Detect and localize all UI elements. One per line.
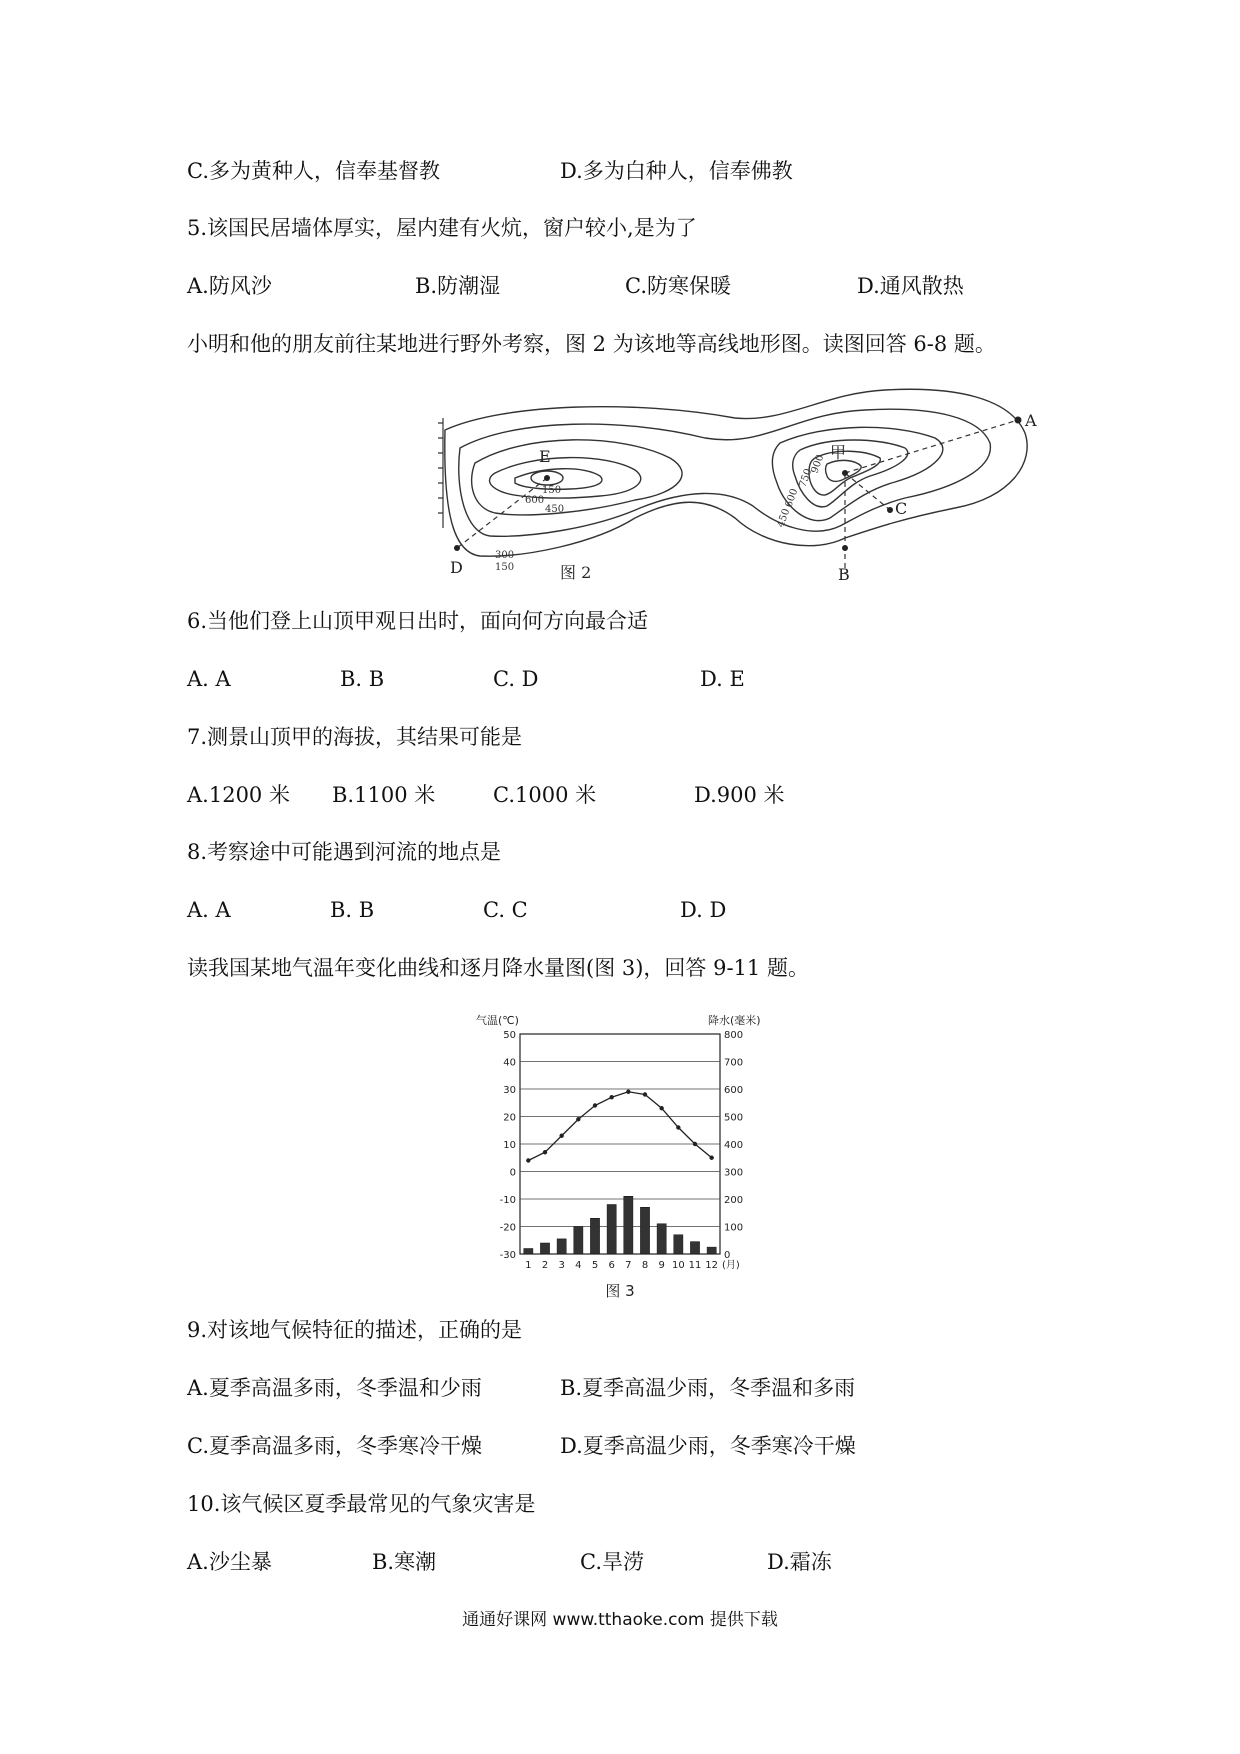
q9-option-d: D.夏季高温少雨，冬季寒冷干燥 [560, 1434, 856, 1458]
q5-option-b: B.防潮湿 [415, 274, 501, 298]
contour-label-r2: 750 [797, 467, 815, 490]
point-jia-label: 甲 [830, 443, 847, 462]
temperature-point [543, 1150, 547, 1154]
precipitation-bar [657, 1224, 666, 1254]
q10-option-c: C.旱涝 [580, 1550, 644, 1574]
right-tick-label: 800 [724, 1030, 744, 1041]
point-e-label: E [539, 447, 551, 466]
contour-label-l5: 150 [495, 562, 515, 573]
month-tick-label: 8 [641, 1260, 649, 1271]
right-tick-label: 0 [724, 1250, 731, 1261]
precipitation-bar [540, 1243, 549, 1254]
month-tick-label: 6 [608, 1260, 615, 1271]
q5-option-d: D.通风散热 [857, 274, 964, 298]
left-tick-label: 10 [503, 1140, 516, 1151]
right-tick-label: 500 [724, 1112, 744, 1124]
precipitation-bar [590, 1218, 599, 1254]
contour-label-l3: 450 [545, 504, 565, 515]
contour-label-r3: 600 [783, 487, 801, 510]
point-a-label: A [1025, 411, 1037, 430]
precipitation-bar [524, 1249, 533, 1255]
right-tick-label: 200 [724, 1195, 744, 1206]
q7-stem: 7.测景山顶甲的海拔，其结果可能是 [187, 725, 523, 749]
precipitation-bar [574, 1227, 583, 1255]
month-tick-label: 11 [688, 1260, 702, 1271]
right-tick-label: 700 [724, 1057, 744, 1069]
contour-label-r1: 900 [809, 453, 827, 476]
q7-option-c: C.1000 米 [493, 783, 597, 807]
month-unit-label: (月) [722, 1260, 740, 1271]
right-tick-label: 400 [724, 1140, 744, 1151]
temperature-point [559, 1134, 563, 1138]
q7-option-d: D.900 米 [694, 783, 785, 807]
q5-option-a: A.防风沙 [187, 274, 272, 298]
q5-stem: 5.该国民居墙体厚实，屋内建有火炕，窗户较小,是为了 [187, 216, 697, 240]
contour-label-l2: 300 [495, 550, 515, 561]
temperature-point [643, 1092, 647, 1096]
q10-stem: 10.该气候区夏季最常见的气象灾害是 [187, 1492, 536, 1516]
point-b-label: B [838, 565, 850, 584]
precipitation-bar [607, 1205, 616, 1255]
contour-label-l1: 150 [542, 485, 562, 496]
temperature-point [693, 1142, 697, 1146]
month-tick-label: 4 [575, 1260, 582, 1271]
left-tick-label: -30 [499, 1250, 516, 1261]
q8-option-a: A. A [187, 898, 231, 922]
q10-option-b: B.寒潮 [372, 1550, 437, 1574]
q9-stem: 9.对该地气候特征的描述，正确的是 [187, 1318, 523, 1342]
page-footer: 通通好课网 www.tthaoke.com 提供下载 [462, 1610, 778, 1630]
temperature-line [528, 1092, 711, 1161]
left-tick-label: 0 [509, 1167, 516, 1179]
q10-option-d: D.霜冻 [767, 1550, 832, 1574]
temperature-point [609, 1095, 613, 1099]
q4-option-c: C.多为黄种人，信奉基督教 [187, 159, 440, 183]
q10-option-a: A.沙尘暴 [187, 1550, 272, 1574]
point-c-label: C [895, 499, 908, 518]
month-tick-label: 10 [671, 1260, 685, 1271]
temperature-point [576, 1117, 580, 1121]
precipitation-bar [557, 1239, 566, 1254]
q9-option-c: C.夏季高温多雨，冬季寒冷干燥 [187, 1434, 482, 1458]
figure-3-climate-chart [470, 1012, 770, 1302]
temperature-point [626, 1090, 630, 1094]
month-tick-label: 3 [558, 1260, 565, 1271]
q8-option-b: B. B [330, 898, 375, 922]
right-tick-label: 100 [724, 1222, 744, 1234]
left-tick-label: 40 [503, 1057, 516, 1069]
q9-option-b: B.夏季高温少雨，冬季温和多雨 [560, 1376, 856, 1400]
right-tick-label: 600 [724, 1085, 744, 1096]
temperature-point [593, 1103, 597, 1107]
month-tick-label: 5 [591, 1260, 599, 1271]
q4-option-d: D.多为白种人，信奉佛教 [560, 159, 793, 183]
q7-option-b: B.1100 米 [332, 783, 436, 807]
right-tick-label: 300 [724, 1167, 744, 1179]
precipitation-bar [674, 1235, 683, 1254]
figure-3-caption: 图 3 [605, 1282, 635, 1300]
figure-2-contour-map [435, 378, 1035, 583]
left-tick-label: -10 [499, 1195, 516, 1206]
month-tick-label: 9 [658, 1260, 665, 1271]
intro-6-8: 小明和他的朋友前往某地进行野外考察，图 2 为该地等高线地形图。读图回答 6-8 题。 [187, 332, 996, 356]
temperature-point [526, 1158, 530, 1162]
q7-option-a: A.1200 米 [187, 783, 290, 807]
month-tick-label: 1 [525, 1260, 532, 1271]
contour-label-l4: 600 [525, 495, 545, 506]
precipitation-bar [624, 1196, 633, 1254]
q6-stem: 6.当他们登上山顶甲观日出时，面向何方向最合适 [187, 609, 649, 633]
left-axis-title: 气温(℃) [476, 1014, 519, 1027]
q6-option-d: D. E [700, 667, 745, 691]
figure-2-caption: 图 2 [560, 563, 592, 582]
q8-option-c: C. C [483, 898, 528, 922]
q6-option-a: A. A [187, 667, 231, 691]
month-tick-label: 2 [541, 1260, 549, 1271]
contour-label-r4: 450 [775, 507, 793, 530]
left-tick-label: -20 [499, 1222, 516, 1234]
left-tick-label: 30 [503, 1085, 516, 1096]
q5-option-c: C.防寒保暖 [625, 274, 731, 298]
q8-option-d: D. D [680, 898, 727, 922]
q6-option-c: C. D [493, 667, 539, 691]
precipitation-bar [707, 1247, 716, 1254]
precipitation-bar [690, 1242, 699, 1254]
left-tick-label: 20 [503, 1112, 516, 1124]
q6-option-b: B. B [340, 667, 385, 691]
month-tick-label: 12 [705, 1260, 719, 1271]
q9-option-a: A.夏季高温多雨，冬季温和少雨 [187, 1376, 482, 1400]
point-d-label: D [450, 558, 463, 577]
temperature-point [676, 1125, 680, 1129]
temperature-point [709, 1156, 713, 1160]
q8-stem: 8.考察途中可能遇到河流的地点是 [187, 840, 502, 864]
intro-9-11: 读我国某地气温年变化曲线和逐月降水量图(图 3)，回答 9-11 题。 [187, 956, 809, 980]
right-axis-title: 降水(毫米) [708, 1014, 761, 1027]
left-tick-label: 50 [503, 1030, 516, 1041]
temperature-point [659, 1106, 663, 1110]
precipitation-bar [640, 1207, 649, 1254]
month-tick-label: 7 [625, 1260, 632, 1271]
